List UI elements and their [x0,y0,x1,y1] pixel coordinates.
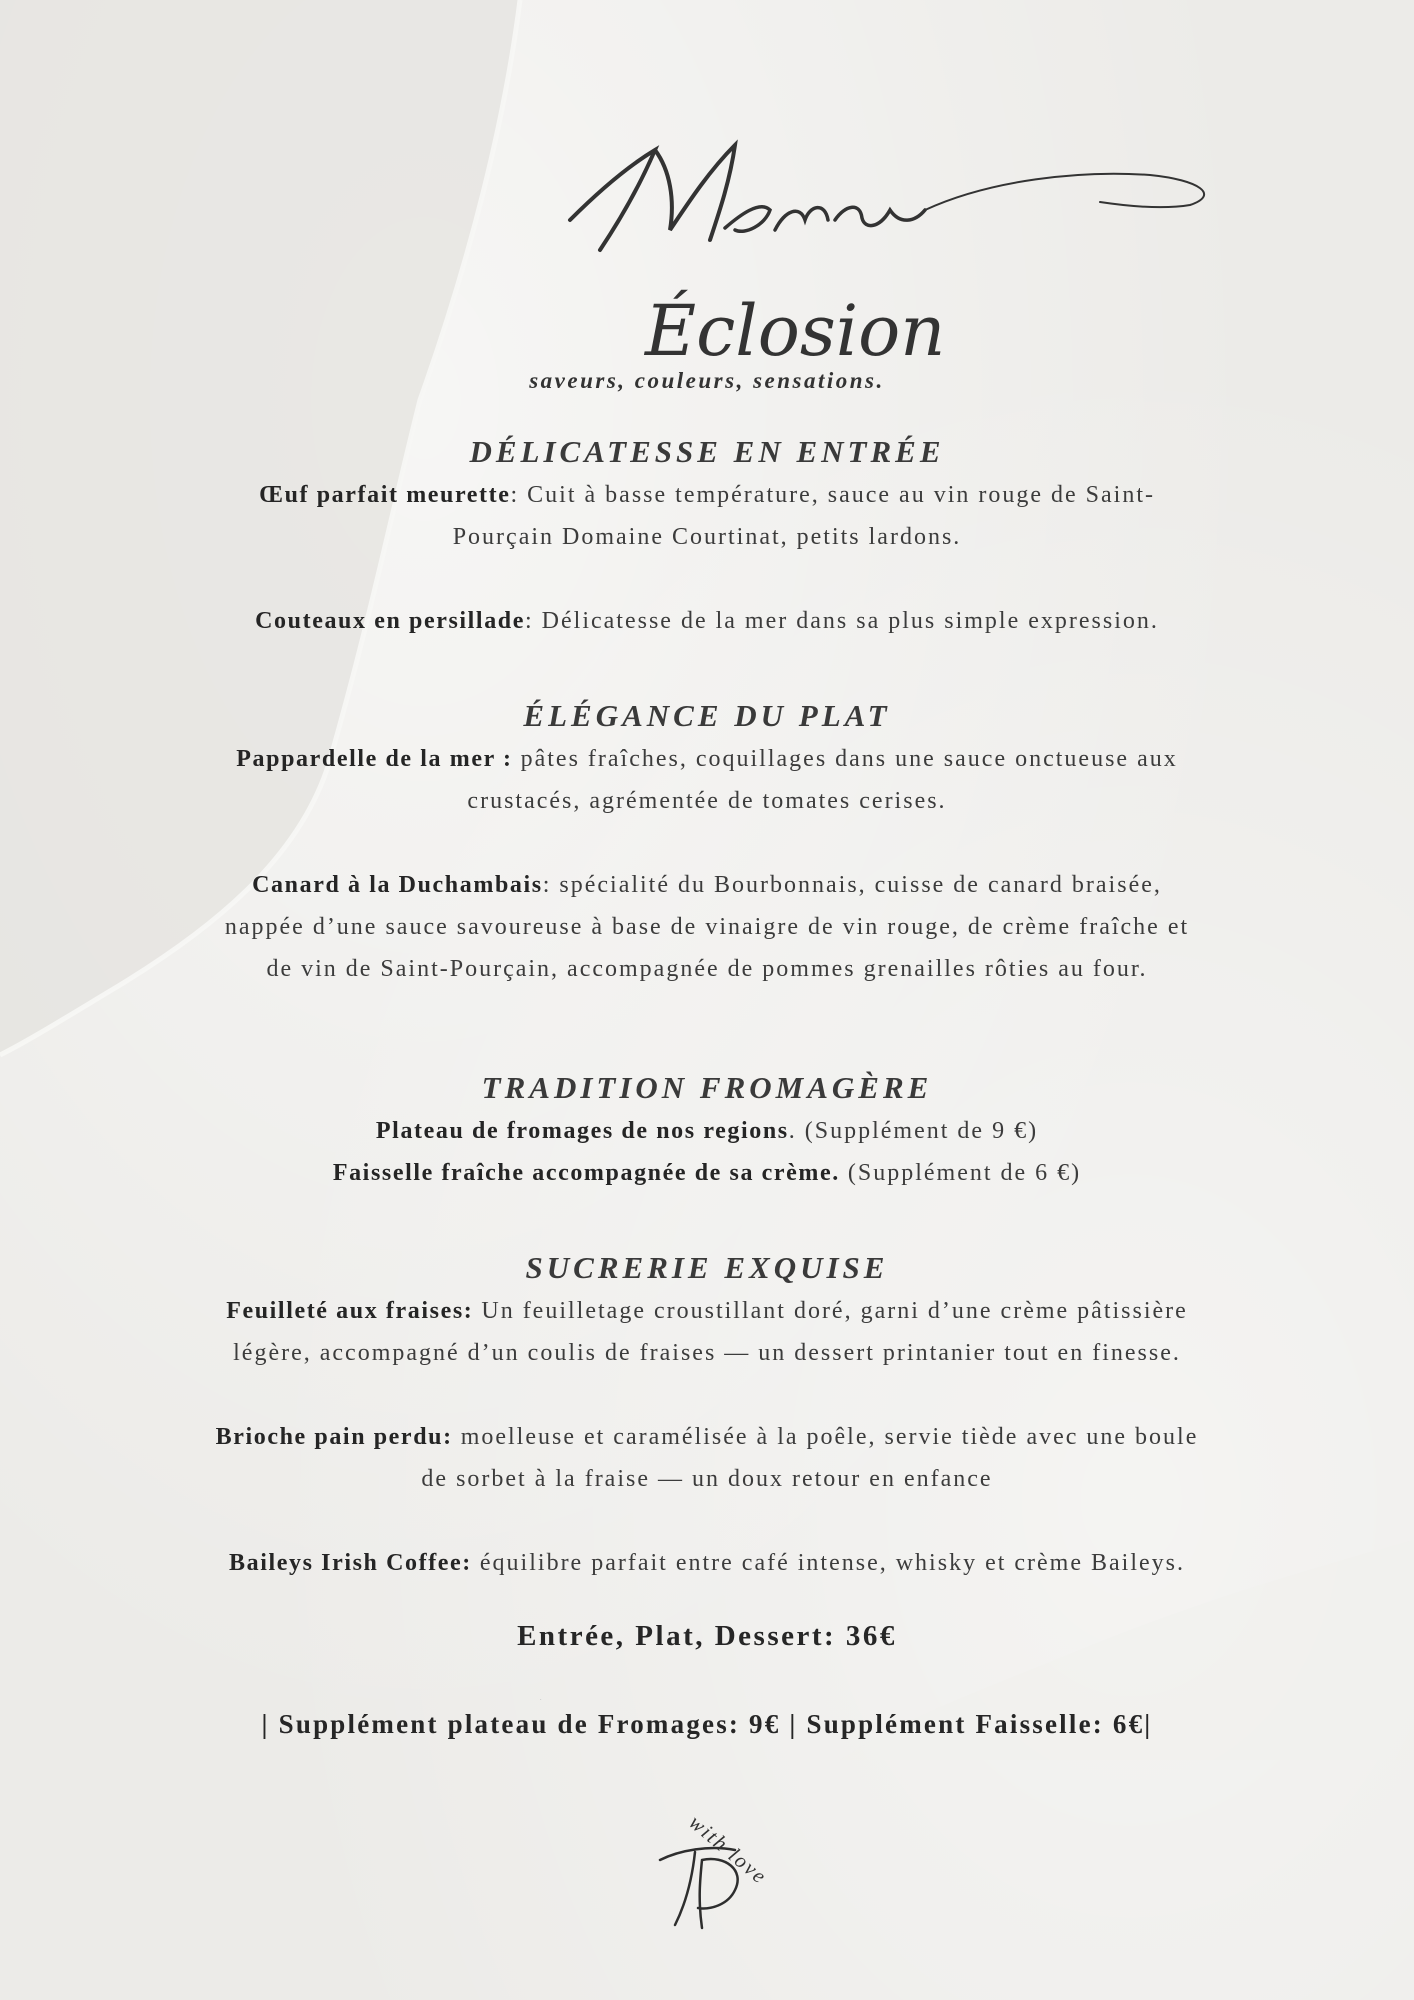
menu-script-title [560,110,1260,380]
logo-text: with love [684,1810,773,1890]
item-name: Faisselle fraîche accompagnée de sa crème. [332,1160,840,1186]
section-title-fromage: TRADITION FROMAGÈRE [481,1070,933,1105]
menu-script-word: Menu [560,110,563,111]
menu-item-brioche [80,1416,1334,1500]
item-name: Feuilleté aux fraises: [226,1298,474,1324]
item-sep: : [542,872,552,898]
eclosion-script-subtitle: Éclosion [645,290,946,372]
menu-item-faisselle [80,1152,1334,1194]
item-desc: Un feuilletage croustillant doré, garni d’une crème pâtissière [473,1298,1188,1324]
item-desc: pâtes fraîches, coquillages dans une sauce onctueuse aux [512,746,1178,772]
item-name: Pappardelle de la mer : [236,746,513,772]
item-desc: spécialité du Bourbonnais, cuisse de canard braisée, [551,872,1162,898]
menu-item-canard [80,864,1334,990]
item-desc: Cuit à basse température, sauce au vin rouge de Saint- [519,482,1155,508]
section-title-entree: DÉLICATESSE EN ENTRÉE [469,434,945,469]
item-desc: Délicatesse de la mer dans sa plus simple expression. [533,608,1159,634]
item-name: Couteaux en persillade [255,608,525,634]
section-title-plat: ÉLÉGANCE DU PLAT [523,698,891,733]
item-name: Canard à la Duchambais [252,872,543,898]
menu-item-feuillete [80,1290,1334,1374]
item-sep: : [525,608,534,634]
menu-content [80,430,1334,1746]
item-desc: de vin de Saint-Pourçain, accompagnée de pommes grenailles rôties au four. [266,956,1148,982]
item-desc: . (Supplément de 9 €) [788,1118,1039,1144]
item-name: Brioche pain perdu: [215,1424,453,1450]
section-title-dessert: SUCRERIE EXQUISE [525,1250,889,1285]
menu-item-couteaux [80,600,1334,642]
item-desc: Pourçain Domaine Courtinat, petits lardons. [452,524,962,550]
item-desc: (Supplément de 6 €) [839,1160,1082,1186]
item-name: Baileys Irish Coffee: [229,1550,472,1576]
item-desc: de sorbet à la fraise — un doux retour en enfance [421,1466,993,1492]
formula-price: Entrée, Plat, Dessert: 36€ [517,1620,897,1652]
item-desc: crustacés, agrémentée de tomates cerises. [467,788,947,814]
menu-item-oeuf [80,474,1334,558]
item-desc: moelleuse et caramélisée à la poêle, servie tiède avec une boule [452,1424,1199,1450]
item-desc: équilibre parfait entre café intense, whisky et crème Baileys. [471,1550,1185,1576]
menu-item-pappardelle [80,738,1334,822]
tagline: saveurs, couleurs, sensations. [529,368,885,393]
logo-monogram: TP [540,1700,542,1701]
item-name: Œuf parfait meurette [259,482,511,508]
item-sep: : [510,482,520,508]
supplement-prices: | Supplément plateau de Fromages: 9€ | Supplément Faisselle: 6€| [261,1709,1153,1739]
item-name: Plateau de fromages de nos regions [375,1118,789,1144]
item-desc: légère, accompagné d’un coulis de fraises — un dessert printanier tout en finesse. [233,1340,1181,1366]
item-desc: nappée d’une sauce savoureuse à base de vinaigre de vin rouge, de crème fraîche et [224,914,1190,940]
menu-item-plateau [80,1110,1334,1152]
menu-item-baileys [80,1542,1334,1584]
